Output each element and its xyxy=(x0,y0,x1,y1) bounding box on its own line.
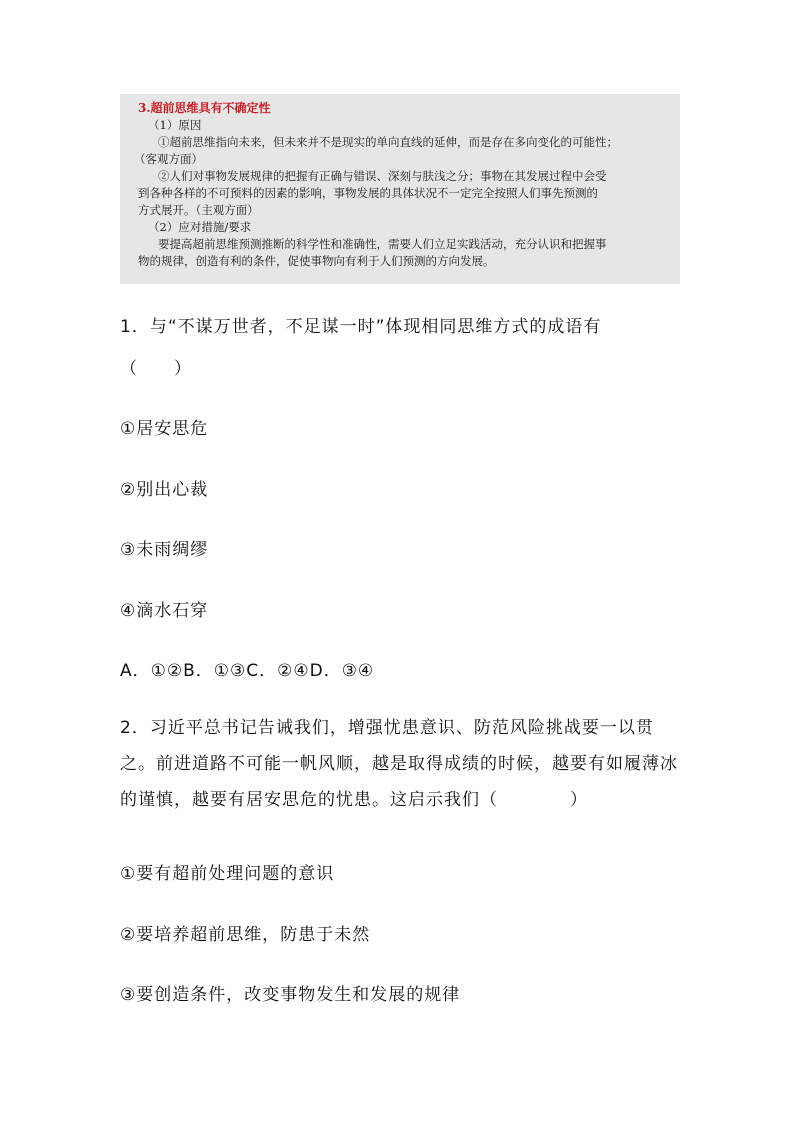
textbook-excerpt-image xyxy=(120,94,680,284)
excerpt-line: 到各种各样的不可预料的因素的影响，事物发展的具体状况不一定完全按照人们事先预测的 xyxy=(138,186,598,200)
excerpt-line: 要提高超前思维预测推断的科学性和准确性，需要人们立足实践活动，充分认识和把握事 xyxy=(158,237,607,251)
question-1-option-4: ④滴水石穿 xyxy=(120,601,209,621)
excerpt-line: （客观方面） xyxy=(134,152,203,166)
question-1-option-3: ③未雨绸缪 xyxy=(120,540,209,560)
question-1-choices: A．①②B．①③C．②④D．③④ xyxy=(120,661,375,681)
excerpt-line: （2）应对措施/要求 xyxy=(148,220,252,234)
question-1-option-2: ②别出心裁 xyxy=(120,480,209,500)
question-2-stem: 2．习近平总书记告诫我们，增强忧患意识、防范风险挑战要一以贯之。前进道路不可能一帆风顺，越是取得成绩的时候，越要有如履薄冰的谨慎，越要有居安思危的忧患。这启示我们（ ） xyxy=(120,718,678,810)
excerpt-heading: 3.超前思维具有不确定性 xyxy=(138,101,271,115)
excerpt-line: ①超前思维指向未来，但未来并不是现实的单向直线的延伸，而是存在多向变化的可能性； xyxy=(158,135,618,149)
excerpt-line: （1）原因 xyxy=(148,118,202,132)
question-2-option-1: ①要有超前处理问题的意识 xyxy=(120,864,335,884)
question-1-stem: 1．与“不谋万世者，不足谋一时”体现相同思维方式的成语有 xyxy=(120,317,602,337)
excerpt-line: 方式展开。（主观方面） xyxy=(138,203,259,217)
excerpt-line: ②人们对事物发展规律的把握有正确与错误、深刻与肤浅之分；事物在其发展过程中会受 xyxy=(158,169,607,183)
question-1-option-1: ①居安思危 xyxy=(120,419,209,439)
question-2-option-3: ③要创造条件，改变事物发生和发展的规律 xyxy=(120,985,461,1005)
question-2-option-2: ②要培养超前思维，防患于未然 xyxy=(120,925,371,945)
question-1-bracket: （ ） xyxy=(120,359,192,379)
excerpt-line: 物的规律，创造有利的条件，促使事物向有利于人们预测的方向发展。 xyxy=(138,254,495,268)
